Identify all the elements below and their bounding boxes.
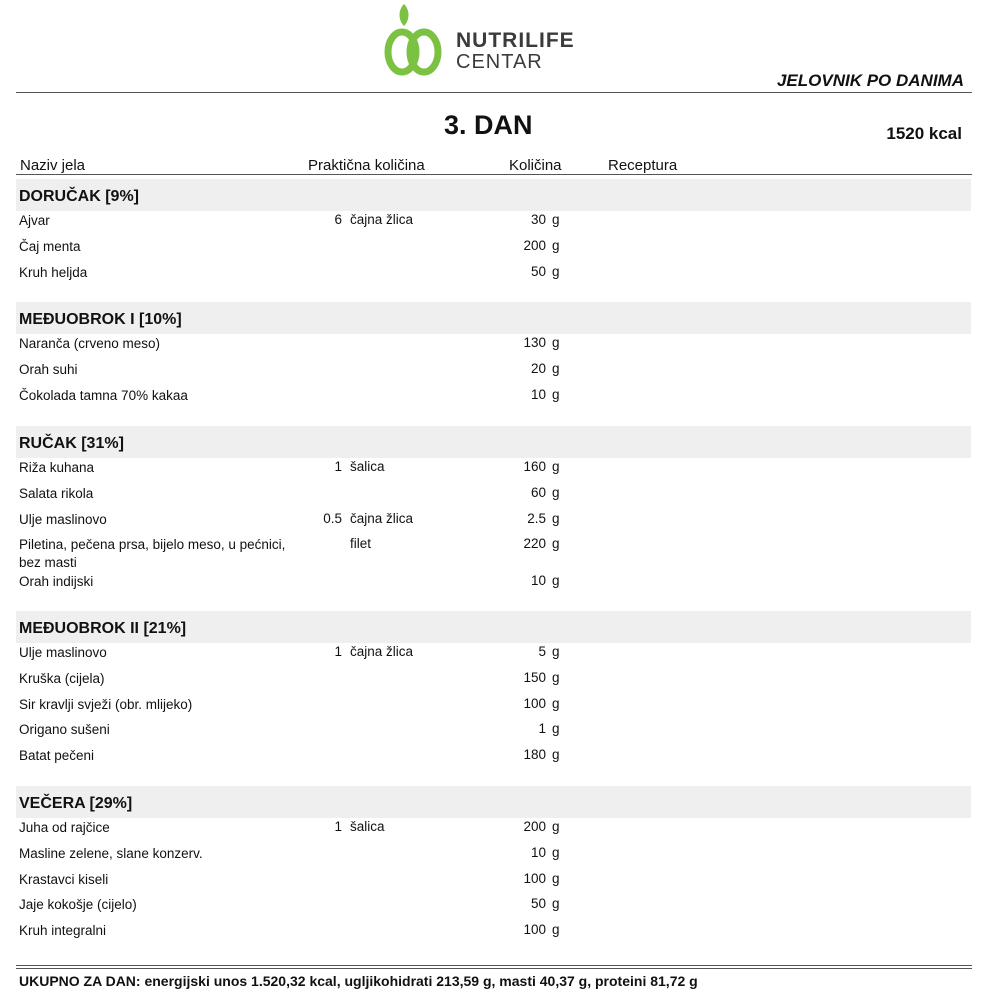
quantity-value: 100 [523,870,546,886]
food-row [0,238,1000,262]
quantity-unit: g [552,721,560,737]
quantity-unit: g [552,212,560,227]
food-name: Piletina, pečena prsa, bijelo meso, u pećnici, bez masti [19,537,286,571]
column-header-name: Naziv jela [20,157,86,174]
food-name: Riža kuhana [19,460,95,475]
quantity-value: 100 [523,695,546,711]
food-row [0,721,1000,745]
meal-section-title: RUČAK [31%] [19,435,124,452]
food-row [0,696,1000,720]
food-name: Krastavci kiseli [19,871,109,887]
quantity-value: 2.5 [527,510,546,526]
food-row [0,644,1000,668]
quantity-unit: g [552,459,560,474]
quantity-unit: g [552,360,560,376]
quantity-unit: g [552,747,560,763]
practical-unit: filet [350,536,372,552]
food-name: Origano sušeni [19,722,110,738]
practical-amount: 6 [334,212,342,227]
practical-amount: 1 [334,644,342,659]
quantity-unit: g [552,536,560,552]
totals-divider-bottom [16,968,972,969]
meal-section-title: MEĐUOBROK I [10%] [19,311,182,328]
quantity-value: 100 [523,922,546,938]
quantity-value: 180 [523,747,546,763]
food-row [0,361,1000,385]
practical-unit: čajna žlica [350,510,414,526]
brand-name [456,30,575,72]
day-title: 3. DAN [444,110,533,140]
meal-section-header [16,302,971,334]
meal-section-header [16,611,971,643]
food-row [0,264,1000,288]
food-name: Batat pečeni [19,748,95,764]
quantity-value: 150 [523,669,546,685]
food-name: Kruška (cijela) [19,670,105,686]
food-name: Kruh integralni [19,923,107,939]
quantity-value: 30 [530,212,546,227]
quantity-value: 160 [523,459,546,474]
quantity-unit: g [552,870,560,886]
food-row [0,871,1000,895]
food-name: Naranča (crveno meso) [19,336,161,351]
food-name: Kruh heljda [19,264,88,280]
quantity-value: 5 [538,644,546,659]
food-name: Jaje kokošje (cijelo) [19,897,137,913]
food-name: Ulje maslinovo [19,511,107,527]
quantity-unit: g [552,819,560,834]
quantity-unit: g [552,510,560,526]
quantity-value: 1 [538,721,546,737]
quantity-unit: g [552,695,560,711]
quantity-unit: g [552,669,560,685]
column-header-practical: Praktična količina [308,157,425,174]
quantity-value: 200 [523,237,546,253]
practical-unit: šalica [350,819,385,834]
food-name: Sir kravlji svježi (obr. mlijeko) [19,696,193,712]
practical-unit: šalica [350,459,385,474]
brand-line-1: NUTRILIFE [456,29,575,52]
quantity-unit: g [552,237,560,253]
meal-section-title: VEČERA [29%] [19,795,133,812]
quantity-value: 220 [523,536,546,552]
food-row [0,922,1000,946]
food-name: Čokolada tamna 70% kakaa [19,387,188,403]
column-header-quantity: Količina [509,157,562,174]
quantity-value: 50 [530,896,546,912]
quantity-value: 20 [530,360,546,376]
food-name: Juha od rajčice [19,820,110,835]
column-header-divider [16,174,972,175]
brand-line-2: CENTAR [456,51,543,73]
nutrilife-logo [380,2,590,82]
meal-section-title: DORUČAK [9%] [19,188,139,205]
food-row [0,335,1000,359]
quantity-unit: g [552,922,560,938]
food-row [0,747,1000,771]
quantity-value: 10 [530,844,546,860]
quantity-value: 10 [530,386,546,402]
food-row [0,485,1000,509]
quantity-unit: g [552,572,560,588]
document-title: JELOVNIK PO DANIMA [776,71,964,90]
practical-unit: čajna žlica [350,644,414,659]
food-row [0,536,1000,571]
food-row [0,459,1000,483]
apple-logo-icon [380,2,450,82]
food-row [0,387,1000,411]
quantity-unit: g [552,335,560,350]
meal-section-header [16,179,971,211]
daily-kcal: 1520 kcal [886,124,962,143]
quantity-value: 130 [523,335,546,350]
quantity-unit: g [552,896,560,912]
daily-totals: UKUPNO ZA DAN: energijski unos 1.520,32 kcal, ugljikohidrati 213,59 g, masti 40,37 g, proteini 81,72 g [19,973,698,989]
food-name: Masline zelene, slane konzerv. [19,845,203,861]
quantity-unit: g [552,386,560,402]
quantity-unit: g [552,263,560,279]
food-name: Ajvar [19,213,50,228]
food-row [0,573,1000,597]
food-name: Orah indijski [19,573,94,589]
practical-unit: čajna žlica [350,212,414,227]
header-divider [16,92,972,93]
food-row [0,819,1000,843]
food-name: Čaj menta [19,238,81,254]
quantity-unit: g [552,844,560,860]
meal-section-header [16,426,971,458]
food-row [0,845,1000,869]
quantity-value: 200 [523,819,546,834]
quantity-value: 10 [530,572,546,588]
quantity-unit: g [552,644,560,659]
food-row [0,670,1000,694]
food-row [0,896,1000,920]
totals-divider-top [16,965,972,966]
quantity-value: 60 [530,484,546,500]
meal-section-title: MEĐUOBROK II [21%] [19,620,187,637]
practical-amount: 1 [334,459,342,474]
food-row [0,511,1000,535]
quantity-value: 50 [530,263,546,279]
column-header-recipe: Receptura [608,157,678,174]
practical-amount: 0.5 [323,510,342,526]
food-name: Orah suhi [19,361,78,377]
food-name: Ulje maslinovo [19,645,107,660]
food-row [0,212,1000,236]
practical-amount: 1 [334,819,342,834]
quantity-unit: g [552,484,560,500]
food-name: Salata rikola [19,485,94,501]
meal-section-header [16,786,971,818]
